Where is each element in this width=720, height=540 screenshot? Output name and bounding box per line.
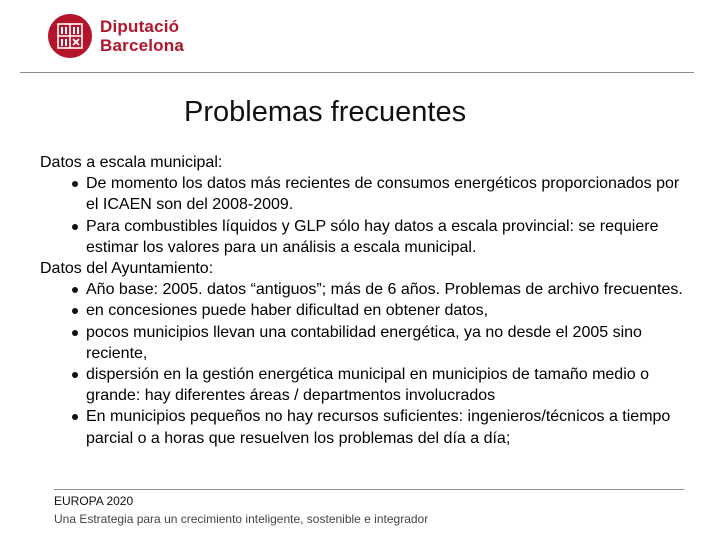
bullet-dot-icon [72, 308, 78, 314]
footer-title: EUROPA 2020 [54, 494, 134, 508]
bullet-text: En municipios pequeños no hay recursos suficientes: ingenieros/técnicos a tiempo parcial o a horas que resuelven los problemas del día a día; [86, 408, 671, 447]
list-item [40, 406, 690, 448]
logo [48, 14, 184, 58]
bullet-dot-icon [72, 330, 78, 336]
list-item [40, 216, 690, 258]
slide-title: Problemas frecuentes [184, 96, 467, 128]
logo-line-2: Barcelona [100, 36, 185, 55]
footer-subtitle: Una Estrategia para un crecimiento inteligente, sostenible e integrador [54, 512, 429, 526]
logo-line-1: Diputació [100, 17, 180, 36]
bullet-text: Para combustibles líquidos y GLP sólo hay datos a escala provincial: se requiere estimar los valores para un análisis a escala municipal. [86, 217, 659, 256]
footer-divider [54, 489, 684, 490]
logo-wordmark [100, 17, 184, 55]
section-heading-label: Datos del Ayuntamiento [40, 260, 209, 278]
bullet-dot-icon [72, 414, 78, 420]
bullet-text: en concesiones puede haber dificultad en obtener datos, [86, 302, 489, 320]
section-heading-ayuntamiento: Datos del Ayuntamiento: [40, 260, 214, 278]
bullet-list-municipal [40, 173, 690, 258]
list-item [40, 173, 690, 215]
bullet-dot-icon [72, 287, 78, 293]
slide-body [40, 152, 690, 449]
section-heading-label: Datos a escala municipal [40, 154, 218, 171]
bullet-dot-icon [72, 372, 78, 378]
diputacio-emblem-icon [48, 14, 92, 58]
bullet-list-ayuntamiento [40, 279, 690, 449]
list-item [40, 322, 690, 364]
bullet-text: De momento los datos más recientes de consumos energéticos proporcionados por el ICAEN son del 2008-2009. [86, 175, 680, 214]
bullet-dot-icon [72, 181, 78, 187]
bullet-text: pocos municipios llevan una contabilidad energética, ya no desde el 2005 sino reciente, [86, 323, 642, 362]
bullet-text: Año base: 2005. datos “antiguos”; más de 6 años. Problemas de archivo frecuentes. [86, 281, 683, 299]
section-heading-municipal: Datos a escala municipal: [40, 154, 223, 171]
list-item [40, 279, 690, 300]
bullet-text: dispersión en la gestión energética municipal en municipios de tamaño medio o grande: hay diferentes áreas / departmentos involucrados [86, 366, 649, 405]
list-item [40, 364, 690, 406]
bullet-dot-icon [72, 224, 78, 230]
header-divider [20, 72, 694, 73]
list-item [40, 300, 690, 321]
